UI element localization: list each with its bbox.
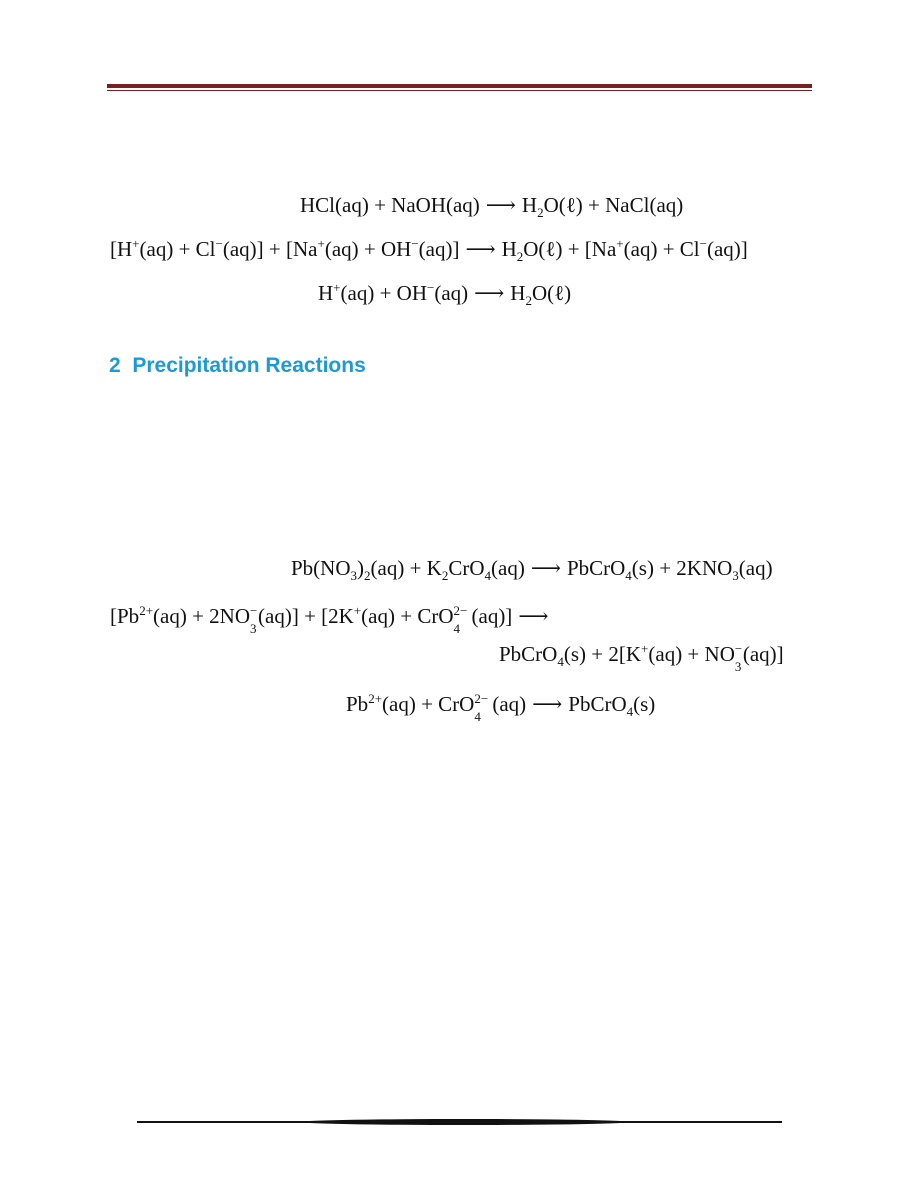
reaction-arrow-icon: ⟶ <box>485 193 516 217</box>
eq-text: (aq)] <box>706 237 748 261</box>
eq-sup: − <box>699 236 707 251</box>
neutralization-ionic-equation <box>110 235 748 263</box>
reaction-arrow-icon: ⟶ <box>518 604 549 628</box>
eq-sub: 4 <box>474 709 481 724</box>
eq-sup: + <box>333 280 341 295</box>
eq-text: HCl(aq) + NaOH(aq) <box>300 193 480 217</box>
eq-text: (aq) + OH <box>340 281 427 305</box>
eq-sup: + <box>353 603 362 618</box>
eq-text: (aq) <box>491 556 525 580</box>
eq-sub: 2 <box>525 293 532 309</box>
eq-text: O(ℓ) <box>531 281 572 305</box>
eq-text: (aq) <box>434 281 469 305</box>
reaction-arrow-icon: ⟶ <box>474 281 505 305</box>
neutralization-net-equation <box>318 279 571 307</box>
eq-text: (aq) + 2NO <box>153 604 251 628</box>
eq-sub: 4 <box>484 568 492 584</box>
eq-text: (s) <box>633 692 656 716</box>
eq-sub: 2 <box>537 205 544 221</box>
eq-sup: 2− <box>453 603 468 618</box>
eq-sup: 2− <box>474 691 489 706</box>
eq-sub: 2 <box>441 568 449 584</box>
eq-text: (aq) + Cl <box>139 237 216 261</box>
eq-text: [H <box>110 237 133 261</box>
ion-script <box>453 603 472 636</box>
eq-text: (aq)] <box>418 237 460 261</box>
eq-text: [Pb <box>110 604 140 628</box>
precipitation-ionic-equation-line-2 <box>499 640 784 674</box>
reaction-arrow-icon: ⟶ <box>465 237 496 261</box>
ion-script <box>250 603 258 636</box>
eq-sub: 3 <box>350 568 358 584</box>
eq-text: (aq)] <box>471 604 513 628</box>
eq-sup: − <box>411 236 419 251</box>
eq-text: (aq) + K <box>370 556 442 580</box>
eq-sub: 4 <box>626 704 634 720</box>
header-rule <box>107 84 812 88</box>
eq-text: H <box>501 237 517 261</box>
precipitation-net-equation <box>346 690 656 724</box>
eq-text: (aq)] + [Na <box>222 237 318 261</box>
eq-text: (s) + 2KNO <box>631 556 733 580</box>
eq-text: CrO <box>448 556 485 580</box>
eq-sup: − <box>250 603 258 618</box>
eq-text: (aq) <box>492 692 527 716</box>
eq-sub: 3 <box>734 659 742 674</box>
eq-sub: 4 <box>625 568 632 584</box>
precipitation-ionic-equation-line-1 <box>110 602 554 636</box>
eq-text: (aq) + CrO <box>382 692 475 716</box>
eq-text: PbCrO <box>499 642 558 666</box>
eq-sub: 2 <box>364 568 371 584</box>
eq-text: PbCrO <box>568 692 627 716</box>
eq-text: Pb <box>346 692 369 716</box>
eq-text: H <box>521 193 538 217</box>
eq-text: H <box>510 281 526 305</box>
eq-sup: + <box>641 641 649 656</box>
header-rule-thin <box>107 90 812 91</box>
eq-text: (aq)] <box>742 642 784 666</box>
reaction-arrow-icon: ⟶ <box>532 692 563 716</box>
eq-sup: 2+ <box>139 603 154 618</box>
eq-sup: 2+ <box>368 691 383 706</box>
eq-text: H <box>318 281 334 305</box>
ion-script <box>734 641 743 674</box>
section-heading <box>109 354 366 378</box>
eq-text: (aq)] + [2K <box>258 604 354 628</box>
eq-sub: 4 <box>453 621 460 636</box>
eq-text: ) <box>357 556 365 580</box>
eq-sup: + <box>317 236 325 251</box>
eq-sup: + <box>616 236 624 251</box>
reaction-arrow-icon: ⟶ <box>530 556 561 580</box>
eq-sub: 4 <box>557 654 564 670</box>
ion-script <box>474 691 492 724</box>
footer-rule-bulge <box>300 1119 630 1125</box>
section-title: Precipitation Reactions <box>132 354 366 377</box>
eq-sub: 2 <box>516 249 524 265</box>
section-number: 2 <box>109 354 121 377</box>
eq-text: (aq) <box>738 556 773 580</box>
eq-sup: − <box>215 236 223 251</box>
eq-text: (s) + 2[K <box>563 642 642 666</box>
eq-text: (aq) + OH <box>324 237 412 261</box>
eq-sub: 3 <box>732 568 739 584</box>
eq-text: O(ℓ) + [Na <box>523 237 617 261</box>
eq-text: (aq) + CrO <box>361 604 454 628</box>
eq-text: (aq) + NO <box>648 642 735 666</box>
eq-text: Pb(NO <box>291 556 351 580</box>
neutralization-molecular-equation <box>300 191 683 219</box>
eq-sup: − <box>427 280 435 295</box>
eq-sup: − <box>734 641 743 656</box>
eq-text: (aq) + Cl <box>623 237 700 261</box>
eq-sup: + <box>132 236 140 251</box>
precipitation-molecular-equation <box>291 554 773 582</box>
eq-text: O(ℓ) + NaCl(aq) <box>543 193 684 217</box>
eq-text: PbCrO <box>566 556 626 580</box>
eq-sub: 3 <box>250 621 257 636</box>
